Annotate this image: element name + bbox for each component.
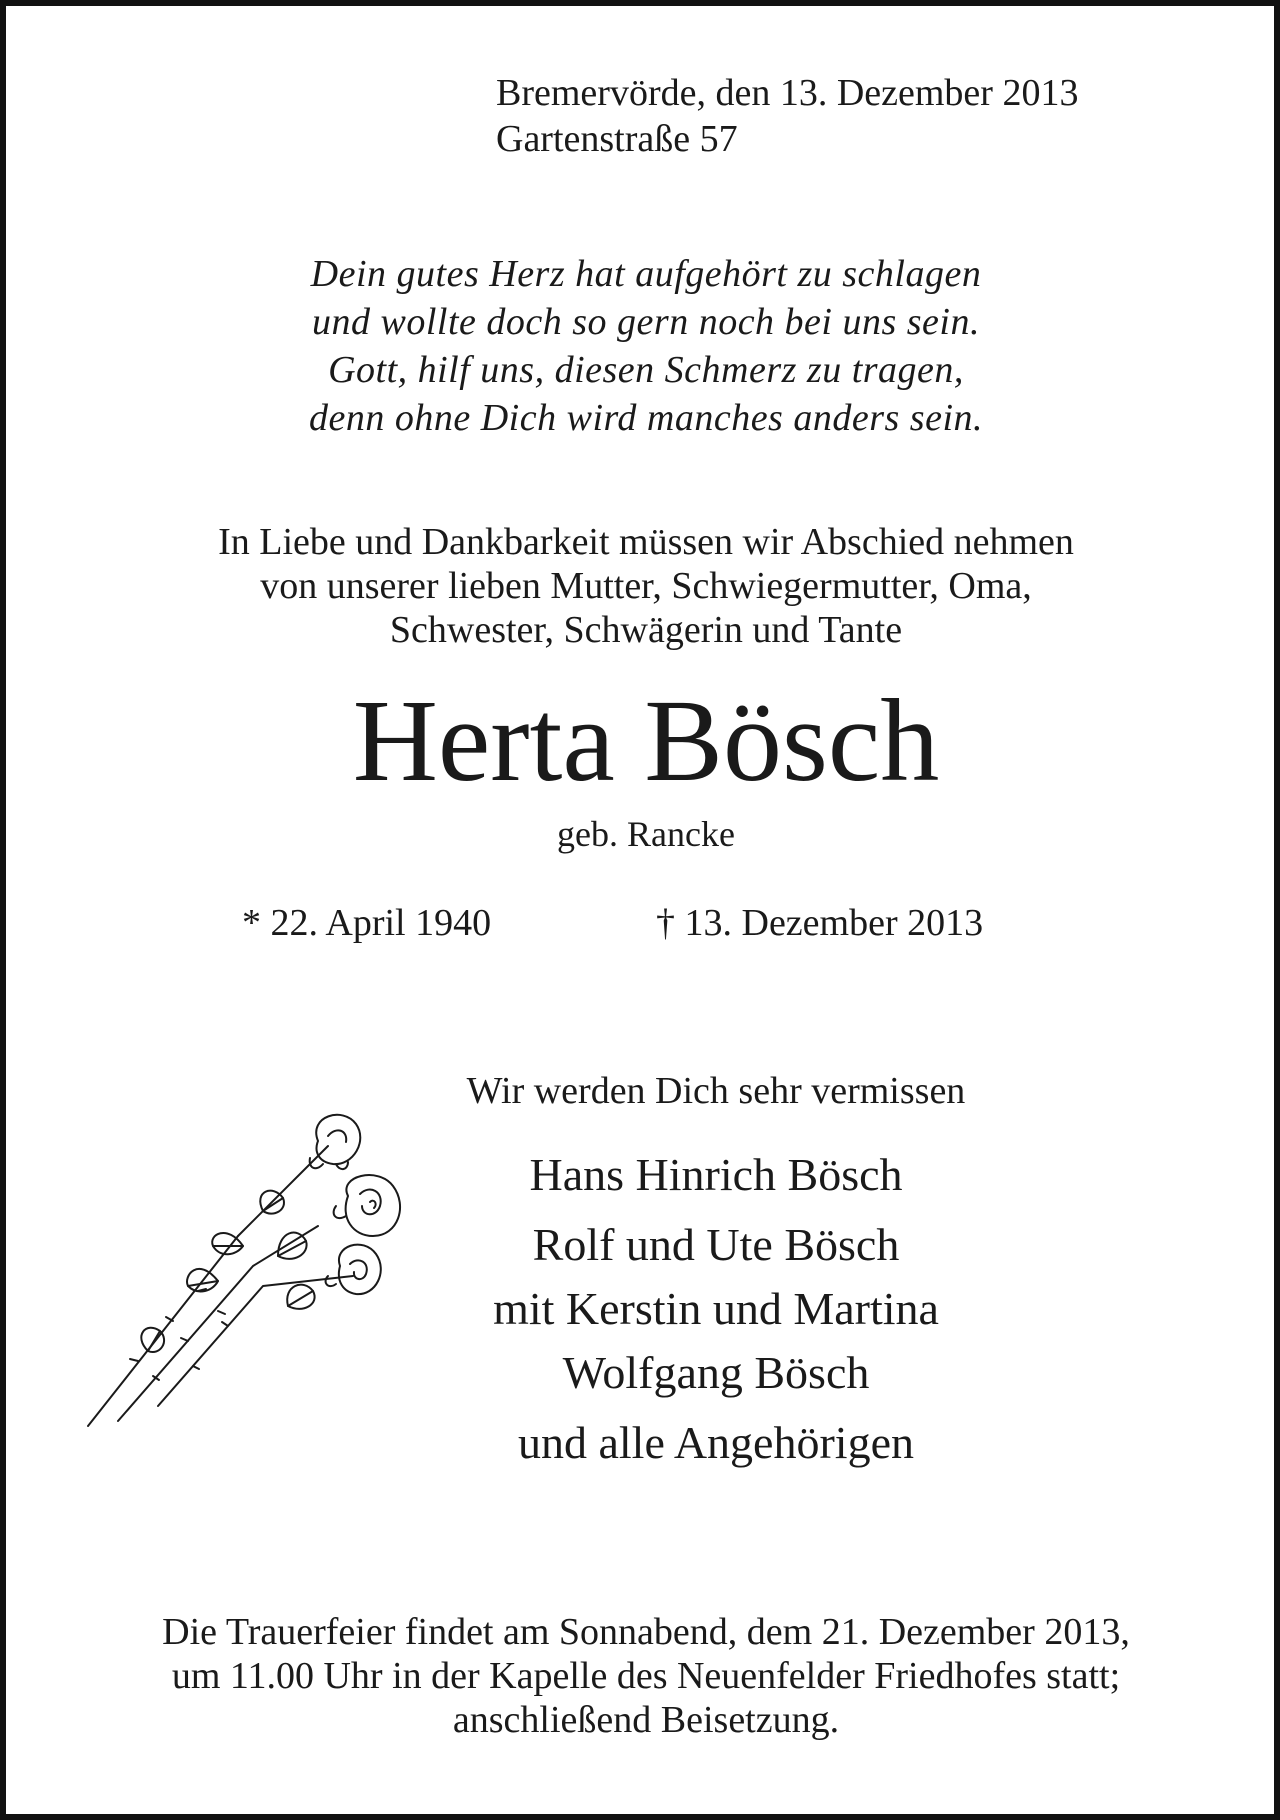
intro-text <box>6 520 1280 652</box>
funeral-line: anschließend Beisetzung. <box>452 1699 840 1741</box>
birth-date: * 22. April 1940 <box>242 902 492 944</box>
intro-line: In Liebe und Dankbarkeit müssen wir Abschied nehmen <box>218 521 1074 563</box>
poem-line: denn ohne Dich wird manches anders sein. <box>309 397 983 439</box>
birth-name: geb. Rancke <box>557 814 735 854</box>
funeral-info <box>6 1610 1280 1742</box>
header-block <box>496 70 1078 162</box>
funeral-line: Die Trauerfeier findet am Sonnabend, dem 21. Dezember 2013, <box>162 1611 1130 1653</box>
address: Gartenstraße 57 <box>496 118 738 160</box>
poem-line: Dein gutes Herz hat aufgehört zu schlagen <box>310 253 982 295</box>
poem-line: und wollte doch so gern noch bei uns sein. <box>312 301 980 343</box>
mourner-line: Wolfgang Bösch <box>562 1347 870 1398</box>
mourners-intro: Wir werden Dich sehr vermissen <box>466 1070 966 1112</box>
mourner-line: mit Kerstin und Martina <box>493 1283 939 1334</box>
death-date: † 13. Dezember 2013 <box>656 902 984 944</box>
mourner-line: Hans Hinrich Bösch <box>529 1149 903 1200</box>
intro-line: Schwester, Schwägerin und Tante <box>389 609 903 651</box>
mourner-line: und alle Angehörigen <box>517 1417 914 1468</box>
poem <box>6 250 1280 442</box>
funeral-line: um 11.00 Uhr in der Kapelle des Neuenfelder Friedhofes statt; <box>171 1655 1121 1697</box>
intro-line: von unserer lieben Mutter, Schwiegermutter, Oma, <box>260 565 1032 607</box>
poem-line: Gott, hilf uns, diesen Schmerz zu tragen, <box>328 349 964 391</box>
mourner-line: Rolf und Ute Bösch <box>532 1219 900 1270</box>
place-date: Bremervörde, den 13. Dezember 2013 <box>496 72 1079 114</box>
roses-icon <box>78 1106 438 1436</box>
mourners-list <box>376 1140 1056 1478</box>
deceased-name: Herta Bösch <box>352 675 940 806</box>
